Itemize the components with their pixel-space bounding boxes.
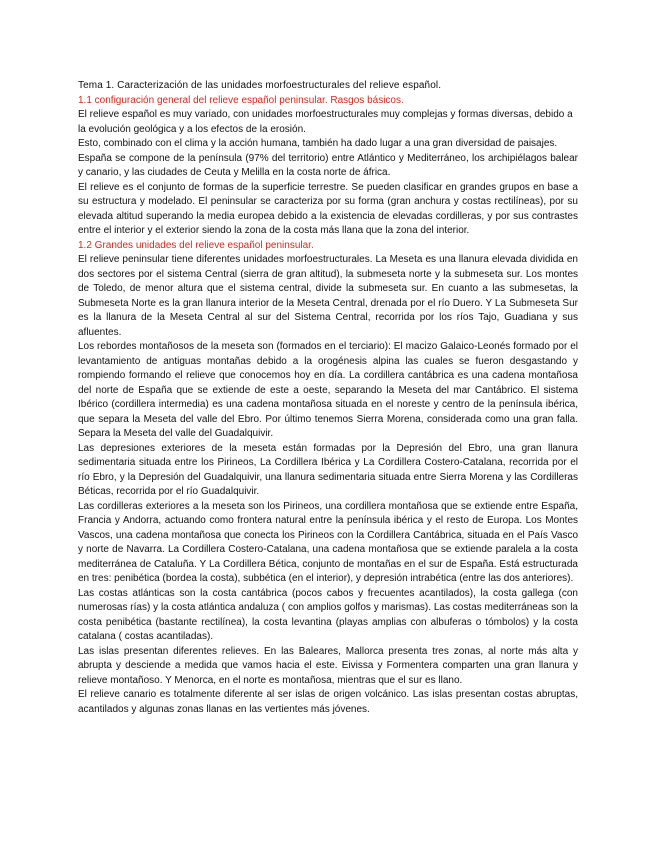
paragraph-territory: España se compone de la península (97% del territorio) entre Atlántico y Mediterráneo, los archipiélagos balear y canario, y las ciudades de Ceuta y Melilla en la costa norte de áfrica. [78,152,578,178]
paragraph-intro: El relieve español es muy variado, con unidades morfoestructurales muy complejas y formas diversas, debido a la evolución geológica y a los efectos de la erosión. [78,109,573,135]
paragraph-diversity: Esto, combinado con el clima y la acción humana, también ha dado lugar a una gran diversidad de paisajes. [78,138,558,149]
section-heading-1-2: 1.2 Grandes unidades del relieve español peninsular. [78,239,314,251]
paragraph-relief-definition: El relieve es el conjunto de formas de la superficie terrestre. Se pueden clasificar en grandes grupos en base a su estructura y modelado. El peninsular se caracteriza por su forma (gran anchura y costas rectilíneas), por su elevada altitud superando la media europea debido a la existencia de elevadas cordilleras, y por sus contrastes entre el interior y el exterior siendo la zona de la costa más llana que la zona del interior. [78,181,578,236]
paragraph-canarias: El relieve canario es totalmente diferente al ser islas de origen volcánico. Las islas presentan costas abruptas, acantilados y algunas zonas llanas en las vertientes más jóvenes. [78,689,578,715]
paragraph-meseta: El relieve peninsular tiene diferentes unidades morfoestructurales. La Meseta es una llanura elevada dividida en dos sectores por el sistema Central (sierra de gran altitud), la submeseta norte y la submeseta sur. Los montes de Toledo, de menor altura que el sistema central, divide la submeseta sur. En cuanto a las submesetas, la Submeseta Norte es la gran llanura interior de la Meseta Central, drenada por el río Duero. Y La Submeseta Sur es la llanura de la Meseta Central al sur del Sistema Central, recorrida por los ríos Tajo, Guadiana y sus afluentes. [78,254,578,338]
section-heading-1-1: 1.1 configuración general del relieve español peninsular. Rasgos básicos. [78,94,404,106]
document-title: Tema 1. Caracterización de las unidades morfoestructurales del relieve español. [78,80,442,91]
paragraph-baleares: Las islas presentan diferentes relieves. En las Baleares, Mallorca presenta tres zonas, al norte más alta y abrupta y desciende a medida que vamos hacia el este. Eivissa y Formentera comparten una gran llanura y relieve montañoso. Y Menorca, en el norte es montañosa, mientras que el sur es llano. [78,645,578,686]
paragraph-depresiones: Las depresiones exteriores de la meseta están formadas por la Depresión del Ebro, una gran llanura sedimentaria situada entre los Pirineos, La Cordillera Ibérica y La Cordillera Costero-Catalana, recorrida por el río Ebro, y la Depresión del Guadalquivir, una llanura sedimentaria situada entre Sierra Morena y las Cordilleras Béticas, recorrida por el río Guadalquivir. [78,442,578,497]
paragraph-costas: Las costas atlánticas son la costa cantábrica (pocos cabos y frecuentes acantilados), la costa gallega (con numerosas rías) y la costa atlántica andaluza ( con amplios golfos y marismas). Las costas mediterráneas son la costa penibética (bastante rectilínea), la costa levantina (playas amplias con albuferas o tómbolos) y la costa catalana ( costas acantiladas). [78,587,578,642]
paragraph-rebordes: Los rebordes montañosos de la meseta son (formados en el terciario): El macizo Galaico-Leonés formado por el levantamiento de antiguas montañas debido a la orogénesis alpina las cuales se fueron desgastando y rompiendo formando el relieve que conocemos hoy en día. La cordillera cantábrica es una cadena montañosa del norte de España que se extiende de este a oeste, separando la Meseta del mar Cantábrico. El sistema Ibérico (cordillera intermedia) es una cadena montañosa situada en el noreste y centro de la península ibérica, que separa la Meseta del valle del Ebro. Por último tenemos Sierra Morena, considerada como una gran falla. Separa la Meseta del valle del Guadalquivir. [78,341,578,439]
paragraph-cordilleras: Las cordilleras exteriores a la meseta son los Pirineos, una cordillera montañosa que se extiende entre España, Francia y Andorra, actuando como frontera natural entre la península ibérica y el resto de Europa. Los Montes Vascos, una cadena montañosa que conecta los Pirineos con la Cordillera Cantábrica, situada en el País Vasco y norte de Navarra. La Cordillera Costero-Catalana, una cadena montañosa que se extiende paralela a la costa mediterránea de Cataluña. Y La Cordillera Bética, conjunto de montañas en el sur de España. Está estructurada en tres: penibética (bordea la costa), subbética (en el interior), y depresión intrabética (entre las dos anteriores). [78,500,578,584]
document-page [78,79,578,717]
